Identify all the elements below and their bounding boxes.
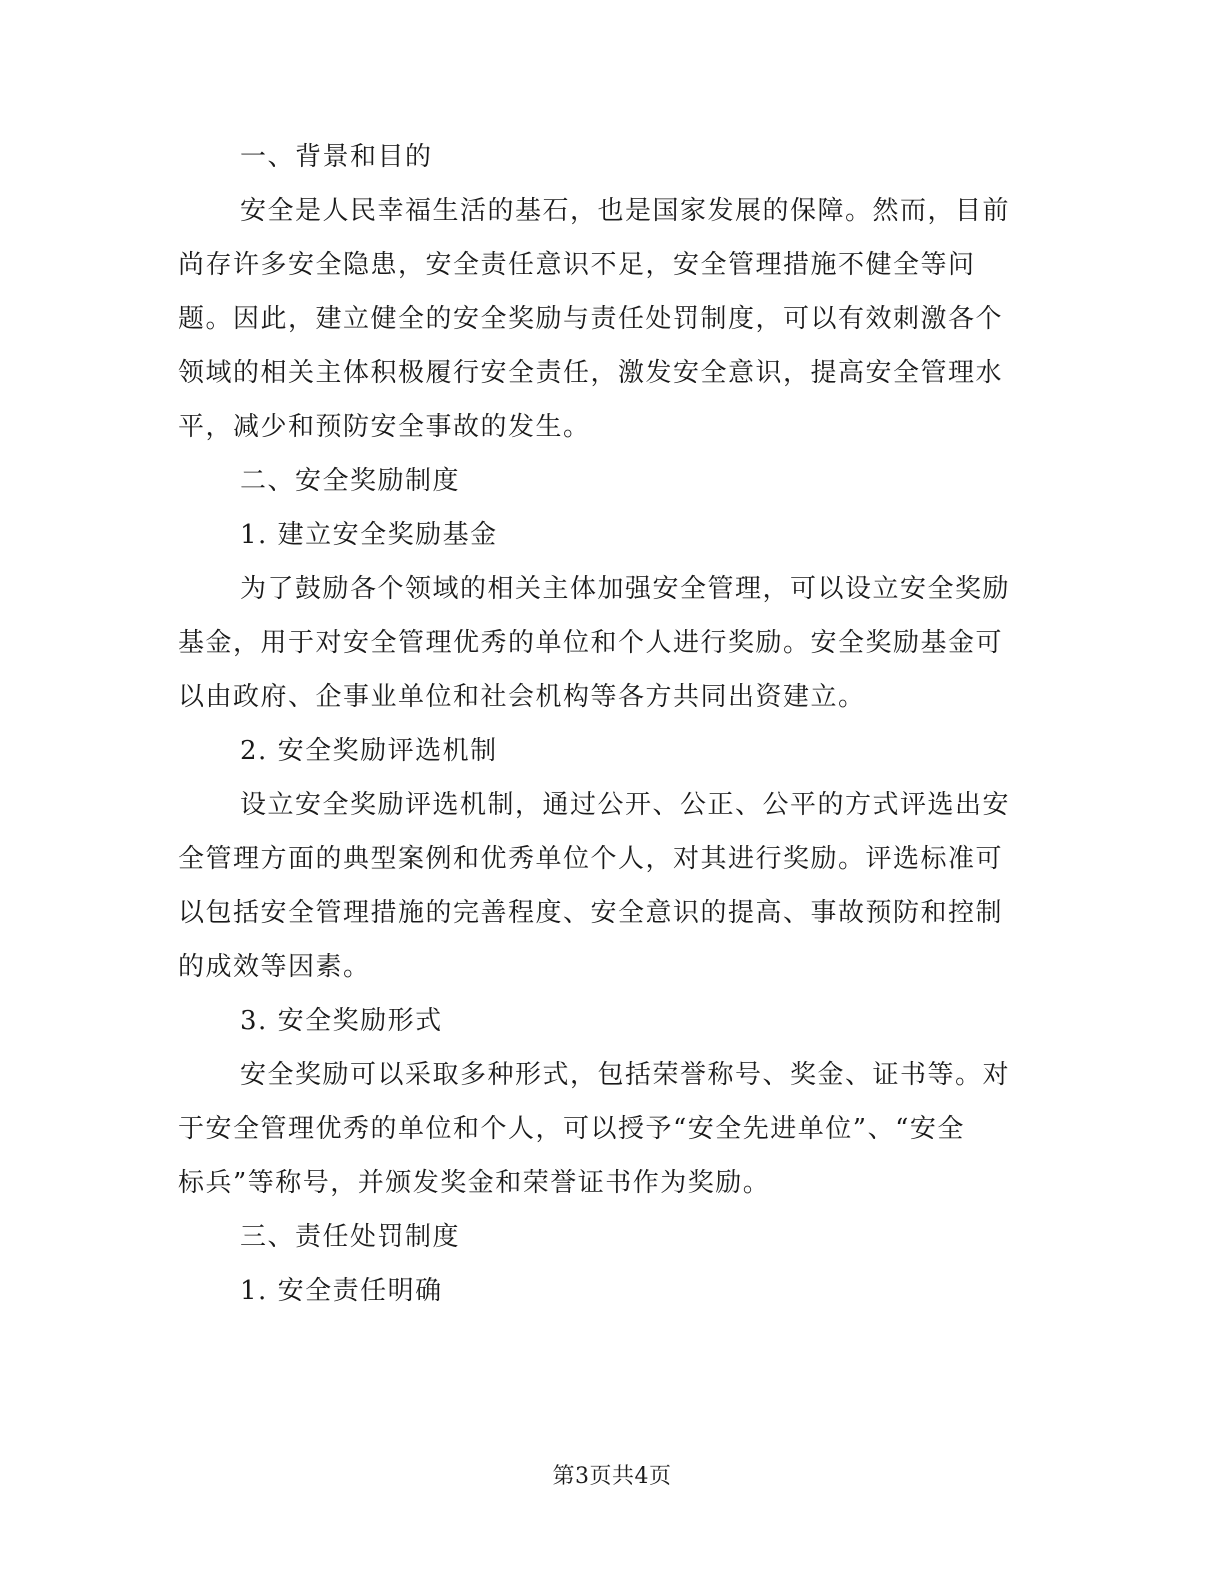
section-heading-background: 一、背景和目的: [240, 142, 433, 172]
paragraph-line: 安全奖励可以采取多种形式，包括荣誉称号、奖金、证书等。对: [240, 1060, 1011, 1090]
paragraph-line: 全管理方面的典型案例和优秀单位个人，对其进行奖励。评选标准可: [178, 844, 1004, 874]
paragraph-line: 安全是人民幸福生活的基石，也是国家发展的保障。然而，目前: [240, 196, 1011, 226]
paragraph-line: 的成效等因素。: [178, 952, 371, 982]
document-body: [178, 130, 1028, 1318]
subheading-clear-responsibility: 1. 安全责任明确: [240, 1276, 443, 1306]
subheading-reward-fund: 1. 建立安全奖励基金: [240, 520, 498, 550]
paragraph-line: 题。因此，建立健全的安全奖励与责任处罚制度，可以有效刺激各个: [178, 304, 1004, 334]
paragraph-line: 设立安全奖励评选机制，通过公开、公正、公平的方式评选出安: [240, 790, 1011, 820]
page-number-footer: 第3页共4页: [552, 1464, 672, 1489]
paragraph-line: 平，减少和预防安全事故的发生。: [178, 412, 591, 442]
paragraph-line: 尚存许多安全隐患，安全责任意识不足，安全管理措施不健全等问: [178, 250, 976, 280]
paragraph-line: 以包括安全管理措施的完善程度、安全意识的提高、事故预防和控制: [178, 898, 1004, 928]
section-heading-penalty-system: 三、责任处罚制度: [240, 1222, 461, 1252]
paragraph-line: 以由政府、企事业单位和社会机构等各方共同出资建立。: [178, 682, 866, 712]
subheading-selection-mechanism: 2. 安全奖励评选机制: [240, 736, 498, 766]
paragraph-line: 标兵”等称号，并颁发奖金和荣誉证书作为奖励。: [178, 1168, 771, 1198]
subheading-reward-forms: 3. 安全奖励形式: [240, 1006, 443, 1036]
paragraph-line: 于安全管理优秀的单位和个人，可以授予“安全先进单位”、“安全: [178, 1114, 965, 1144]
paragraph-line: 领域的相关主体积极履行安全责任，激发安全意识，提高安全管理水: [178, 358, 1004, 388]
paragraph-line: 为了鼓励各个领域的相关主体加强安全管理，可以设立安全奖励: [240, 574, 1011, 604]
section-heading-reward-system: 二、安全奖励制度: [240, 466, 461, 496]
paragraph-line: 基金，用于对安全管理优秀的单位和个人进行奖励。安全奖励基金可: [178, 628, 1004, 658]
